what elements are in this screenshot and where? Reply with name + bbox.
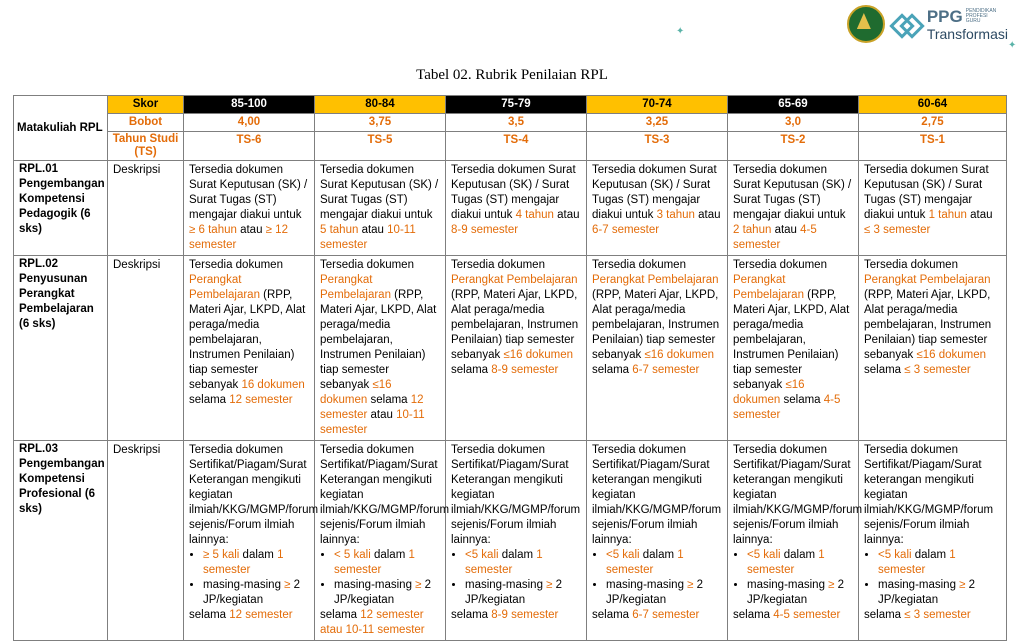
highlight-text: ≤16 dokumen: [644, 349, 715, 361]
cell-text: selama: [320, 609, 361, 621]
description-label: Deskripsi: [108, 441, 184, 641]
rubric-cell: [728, 256, 859, 441]
cell-text: Tersedia dokumen Surat Keputusan (SK) / Surat Tugas (ST) mengajar diakui untuk: [189, 164, 308, 221]
rubric-table: [13, 95, 1007, 641]
rubric-cell: [728, 161, 859, 256]
rubric-cell: [446, 161, 587, 256]
rubric-cell: [728, 441, 863, 641]
cell-text: 2 JP/kegiatan: [606, 579, 704, 606]
skor-value: 80-84: [315, 96, 446, 114]
cell-text: (RPP, Materi Ajar, LKPD, Alat peraga/media pembelajaran, Instrumen Penilaian) tiap semester sebanyak: [592, 289, 720, 361]
highlight-text: <5 kali: [606, 549, 640, 561]
skor-label: Skor: [108, 96, 184, 114]
rubric-cell: [315, 256, 446, 441]
highlight-text: 8-9 semester: [491, 364, 559, 376]
highlight-text: ≥: [546, 579, 553, 591]
criteria-list: [733, 548, 853, 608]
cell-text: selama: [733, 609, 774, 621]
highlight-text: ≤16 dokumen: [916, 349, 987, 361]
cell-text: Tersedia dokumen: [592, 259, 686, 271]
ppg-logo-text: PPG: [926, 6, 963, 26]
highlight-text: ≤16 dokumen: [320, 379, 392, 406]
highlight-text: ≤ 3 semester: [864, 224, 931, 236]
rubric-cell: [315, 161, 446, 256]
cell-text: atau: [966, 209, 993, 221]
matakuliah-name: RPL.01 Pengembangan Kompetensi Pedagogik (6 sks): [14, 161, 108, 256]
highlight-text: 1 semester: [465, 549, 543, 576]
cell-text: Tersedia dokumen Sertifikat/Piagam/Surat keterangan mengikuti kegiatan ilmiah/KKG/MGMP/forum sejenis/Forum ilmiah lainnya:: [733, 444, 863, 546]
transformasi-logo-text: Transformasi: [926, 25, 1008, 42]
highlight-text: < 5 kali: [334, 549, 371, 561]
highlight-text: 1 semester: [203, 549, 284, 576]
tahun-studi-value: TS-4: [446, 132, 587, 161]
ppg-logo: [927, 8, 1008, 41]
highlight-text: ≤ 3 semester: [904, 364, 971, 376]
matakuliah-header: Matakuliah RPL: [14, 96, 108, 161]
cell-tail: [864, 608, 1001, 623]
rubric-cell: [859, 161, 1007, 256]
highlight-text: Perangkat Pembelajaran: [864, 274, 991, 286]
list-item: [878, 578, 1001, 608]
highlight-text: ≤ 3 semester: [904, 609, 971, 621]
rubric-cell: [184, 161, 315, 256]
criteria-list: [592, 548, 722, 608]
rubric-cell: [859, 256, 1007, 441]
cell-tail: [451, 608, 581, 623]
cell-tail: [189, 608, 309, 623]
skor-value: 60-64: [859, 96, 1007, 114]
cell-text: selama: [864, 364, 905, 376]
criteria-list: [320, 548, 440, 608]
highlight-text: Perangkat Pembelajaran: [592, 274, 719, 286]
highlight-text: ≥: [415, 579, 422, 591]
tahun-studi-value: TS-2: [728, 132, 859, 161]
highlight-text: 12 semester: [229, 394, 293, 406]
page-title: Tabel 02. Rubrik Penilaian RPL: [416, 67, 608, 83]
ministry-seal-icon: [847, 5, 885, 43]
rubric-row: [14, 441, 1007, 641]
highlight-text: ≤16 dokumen: [733, 379, 805, 406]
highlight-text: 4-5 semester: [733, 224, 817, 251]
skor-row: [14, 96, 1007, 114]
tahun-studi-value: TS-5: [315, 132, 446, 161]
cell-text: selama: [592, 364, 633, 376]
cell-tail: [320, 608, 440, 638]
tahun-studi-value: TS-6: [184, 132, 315, 161]
highlight-text: 6-7 semester: [592, 224, 660, 236]
cell-text: 2 JP/kegiatan: [465, 579, 563, 606]
cell-text: 2 JP/kegiatan: [334, 579, 432, 606]
list-item: [334, 578, 440, 608]
matakuliah-name: RPL.03 Pengembangan Kompetensi Profesional (6 sks): [14, 441, 108, 641]
cell-text: (RPP, Materi Ajar, LKPD, Alat peraga/media pembelajaran, Instrumen Penilaian) tiap semester sebanyak: [864, 289, 992, 361]
cell-text: 2 JP/kegiatan: [203, 579, 301, 606]
list-item: [606, 578, 722, 608]
cell-text: masing-masing: [878, 579, 960, 591]
list-item: [747, 578, 853, 608]
highlight-text: <5 kali: [878, 549, 912, 561]
sparkle-icon: ✦: [676, 26, 685, 37]
header-logos: [847, 4, 1008, 44]
rubric-row: [14, 256, 1007, 441]
cell-text: atau: [553, 209, 580, 221]
cell-text: masing-masing: [334, 579, 416, 591]
cell-text: (RPP, Materi Ajar, LKPD, Alat peraga/media pembelajaran, Instrumen Penilaian) tiap semester sebanyak: [733, 289, 850, 391]
ppg-diamond-icon: [891, 9, 921, 39]
cell-text: atau: [358, 224, 388, 236]
highlight-text: 16 dokumen: [241, 379, 305, 391]
highlight-text: 12 semester atau 10-11 semester: [320, 609, 425, 636]
highlight-text: ≤16 dokumen: [503, 349, 574, 361]
list-item: [878, 548, 1001, 578]
highlight-text: ≥ 12 semester: [189, 224, 288, 251]
tahun-studi-value: TS-3: [587, 132, 728, 161]
cell-text: dalam: [911, 549, 950, 561]
cell-text: Tersedia dokumen: [320, 259, 414, 271]
cell-text: Tersedia dokumen Sertifikat/Piagam/Surat keterangan mengikuti kegiatan ilmiah/KKG/MGMP/forum sejenis/Forum ilmiah lainnya:: [864, 444, 994, 546]
cell-text: atau: [694, 209, 721, 221]
bobot-value: 3,5: [446, 114, 587, 132]
cell-text: (RPP, Materi Ajar, LKPD, Alat peraga/media pembelajaran, Instrumen Penilaian) tiap semester sebanyak: [451, 289, 579, 361]
highlight-text: 4-5 semester: [773, 609, 841, 621]
cell-text: (RPP, Materi Ajar, LKPD, Alat peraga/media pembelajaran, Instrumen Penilaian) tiap semester sebanyak: [189, 289, 306, 391]
criteria-list: [189, 548, 309, 608]
rubric-cell: [587, 256, 728, 441]
matakuliah-name: RPL.02 Penyusunan Perangkat Pembelajaran (6 sks): [14, 256, 108, 441]
tahun-studi-value: TS-1: [859, 132, 1007, 161]
ppg-logo-subtext: PENDIDIKAN PROFESI GURU: [965, 7, 997, 24]
cell-text: 2 JP/kegiatan: [747, 579, 845, 606]
cell-text: masing-masing: [203, 579, 285, 591]
cell-text: Tersedia dokumen: [451, 259, 545, 271]
highlight-text: 10-11 semester: [320, 224, 416, 251]
cell-text: dalam: [780, 549, 819, 561]
rubric-cell: [587, 161, 728, 256]
highlight-text: <5 kali: [465, 549, 499, 561]
cell-text: Tersedia dokumen: [189, 259, 283, 271]
rubric-cell: [184, 256, 315, 441]
highlight-text: ≥: [959, 579, 966, 591]
highlight-text: 12 semester: [229, 609, 293, 621]
highlight-text: 1 semester: [747, 549, 825, 576]
highlight-text: Perangkat Pembelajaran: [451, 274, 578, 286]
highlight-text: 8-9 semester: [491, 609, 559, 621]
highlight-text: 1 semester: [606, 549, 684, 576]
cell-text: Tersedia dokumen Surat Keputusan (SK) / Surat Tugas (ST) mengajar diakui untuk: [592, 164, 717, 221]
cell-text: selama: [864, 609, 905, 621]
skor-value: 85-100: [184, 96, 315, 114]
highlight-text: 5 tahun: [320, 224, 359, 236]
cell-text: selama: [189, 609, 230, 621]
cell-text: Tersedia dokumen Surat Keputusan (SK) / Surat Tugas (ST) mengajar diakui untuk: [733, 164, 852, 221]
list-item: [465, 578, 581, 608]
criteria-list: [451, 548, 581, 608]
highlight-text: Perangkat Pembelajaran: [733, 274, 804, 301]
description-label: Deskripsi: [108, 256, 184, 441]
cell-text: Tersedia dokumen Surat Keputusan (SK) / Surat Tugas (ST) mengajar diakui untuk: [864, 164, 989, 221]
rubric-cell: [859, 441, 1007, 641]
highlight-text: <5 kali: [747, 549, 781, 561]
cell-text: masing-masing: [747, 579, 829, 591]
rubric-cell: [315, 441, 450, 641]
cell-text: Tersedia dokumen Sertifikat/Piagam/Surat Keterangan mengikuti kegiatan ilmiah/KKG/MGMP/forum sejenis/Forum ilmiah lainnya:: [320, 444, 450, 546]
skor-value: 65-69: [728, 96, 859, 114]
cell-text: Tersedia dokumen: [733, 259, 827, 271]
criteria-list: [864, 548, 1001, 608]
bobot-label: Bobot: [108, 114, 184, 132]
cell-text: Tersedia dokumen Sertifikat/Piagam/Surat keterangan mengikuti kegiatan ilmiah/KKG/MGMP/forum sejenis/Forum ilmiah lainnya:: [592, 444, 722, 546]
highlight-text: ≥: [284, 579, 291, 591]
highlight-text: 3 tahun: [656, 209, 695, 221]
highlight-text: ≥: [828, 579, 835, 591]
cell-tail: [733, 608, 853, 623]
list-item: [203, 548, 309, 578]
highlight-text: 8-9 semester: [451, 224, 519, 236]
highlight-text: ≥: [687, 579, 694, 591]
sparkle-icon: ✦: [1008, 40, 1017, 51]
cell-text: selama: [367, 394, 411, 406]
bobot-value: 4,00: [184, 114, 315, 132]
highlight-text: 1 semester: [334, 549, 415, 576]
cell-text: Tersedia dokumen Surat Keputusan (SK) / Surat Tugas (ST) mengajar diakui untuk: [320, 164, 439, 221]
cell-tail: [592, 608, 722, 623]
cell-text: dalam: [239, 549, 278, 561]
bobot-value: 3,25: [587, 114, 728, 132]
highlight-text: Perangkat Pembelajaran: [189, 274, 260, 301]
highlight-text: 4 tahun: [515, 209, 554, 221]
highlight-text: 6-7 semester: [632, 364, 700, 376]
cell-text: selama: [451, 364, 492, 376]
highlight-text: 4-5 semester: [733, 394, 841, 421]
cell-text: dalam: [498, 549, 537, 561]
cell-text: masing-masing: [465, 579, 547, 591]
cell-text: masing-masing: [606, 579, 688, 591]
cell-text: selama: [451, 609, 492, 621]
bobot-value: 3,75: [315, 114, 446, 132]
description-label: Deskripsi: [108, 161, 184, 256]
list-item: [334, 548, 440, 578]
list-item: [606, 548, 722, 578]
cell-text: atau: [367, 409, 397, 421]
bobot-row: [14, 114, 1007, 132]
cell-text: selama: [780, 394, 824, 406]
skor-value: 70-74: [587, 96, 728, 114]
highlight-text: 1 semester: [878, 549, 956, 576]
cell-text: selama: [189, 394, 230, 406]
highlight-text: ≥ 5 kali: [203, 549, 240, 561]
rubric-cell: [446, 441, 587, 641]
highlight-text: 1 tahun: [928, 209, 967, 221]
bobot-value: 2,75: [859, 114, 1007, 132]
highlight-text: ≥ 6 tahun: [189, 224, 237, 236]
cell-text: atau: [236, 224, 266, 236]
skor-value: 75-79: [446, 96, 587, 114]
highlight-text: 2 tahun: [733, 224, 772, 236]
highlight-text: 6-7 semester: [632, 609, 700, 621]
cell-text: 2 JP/kegiatan: [878, 579, 976, 606]
bobot-value: 3,0: [728, 114, 859, 132]
rubric-row: [14, 161, 1007, 256]
list-item: [465, 548, 581, 578]
cell-text: selama: [592, 609, 633, 621]
tahun-label: Tahun Studi (TS): [108, 132, 184, 161]
highlight-text: 10-11 semester: [320, 409, 425, 436]
rubric-cell: [587, 441, 728, 641]
cell-text: (RPP, Materi Ajar, LKPD, Alat peraga/media pembelajaran, Instrumen Penilaian) tiap semester sebanyak: [320, 289, 437, 391]
cell-text: atau: [771, 224, 801, 236]
list-item: [747, 548, 853, 578]
cell-text: dalam: [370, 549, 409, 561]
cell-text: dalam: [639, 549, 678, 561]
highlight-text: 12 semester: [320, 394, 424, 421]
highlight-text: Perangkat Pembelajaran: [320, 274, 391, 301]
cell-text: Tersedia dokumen Surat Keputusan (SK) / Surat Tugas (ST) mengajar diakui untuk: [451, 164, 576, 221]
cell-text: Tersedia dokumen: [864, 259, 958, 271]
rubric-cell: [184, 441, 319, 641]
list-item: [203, 578, 309, 608]
tahun-row: [14, 132, 1007, 161]
cell-text: Tersedia dokumen Sertifikat/Piagam/Surat Keterangan mengikuti kegiatan ilmiah/KKG/MGMP/forum sejenis/Forum ilmiah lainnya:: [451, 444, 581, 546]
cell-text: Tersedia dokumen Sertifikat/Piagam/Surat Keterangan mengikuti kegiatan ilmiah/KKG/MGMP/forum sejenis/Forum ilmiah lainnya:: [189, 444, 319, 546]
rubric-cell: [446, 256, 587, 441]
